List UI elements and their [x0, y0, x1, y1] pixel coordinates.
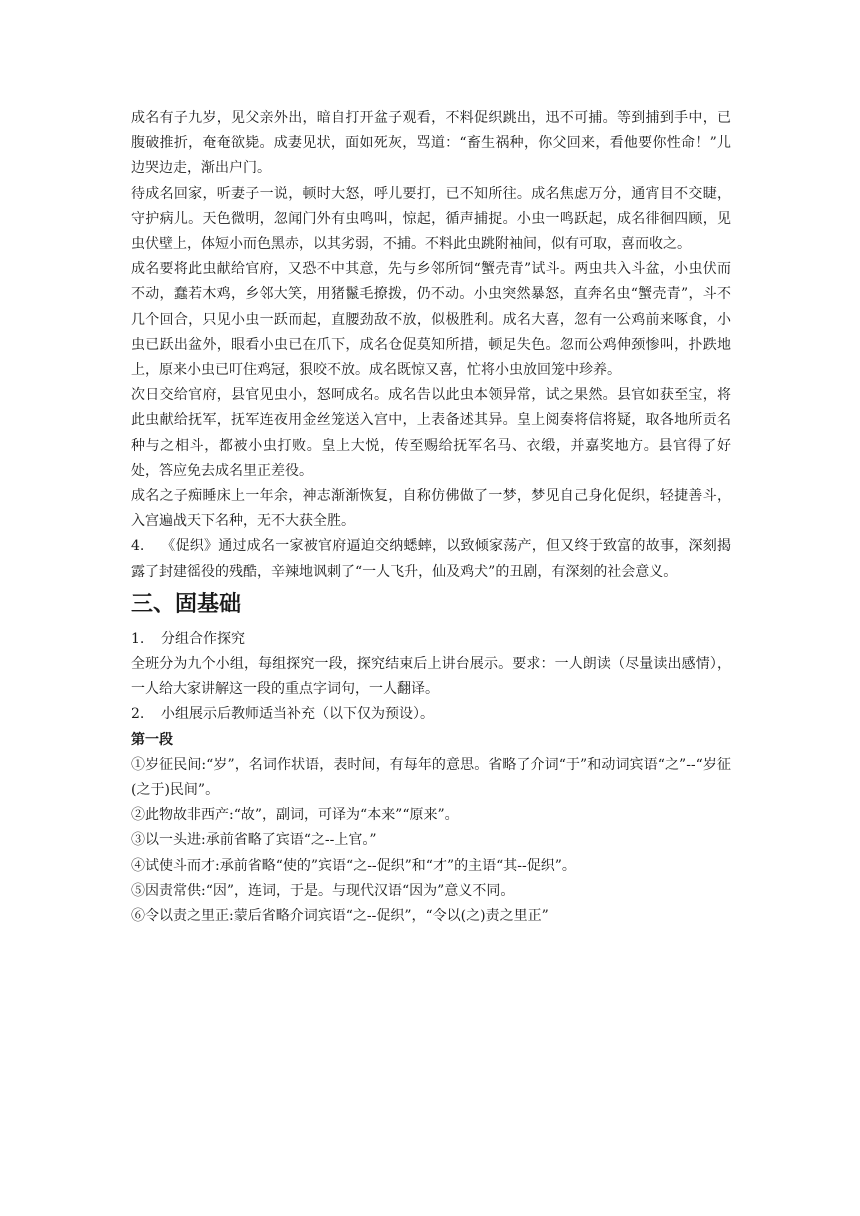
document-body	[131, 106, 731, 929]
paragraph: 成名有子九岁，见父亲外出，暗自打开盆子观看，不料促织跳出，迅不可捕。等到捕到手中，已腹破推折，奄奄欲毙。成妻见状，面如死灰，骂道：“畜生祸种，你父回来，看他要你性命！”儿边哭边走，渐出户门。	[131, 110, 731, 177]
step-number: 2.	[131, 706, 145, 723]
step-2-heading	[131, 702, 731, 727]
paragraph: 成名要将此虫献给官府，又恐不中其意，先与乡邻所饲“蟹壳青”试斗。两虫共入斗盆，小虫伏而不动，蠢若木鸡，乡邻大笑，用猪鬣毛撩拨，仍不动。小虫突然暴怒，直奔名虫“蟹壳青”，斗不几个回合，只见小虫一跃而起，直腰劲敌不放，似极胜利。成名大喜，忽有一公鸡前来啄食，小虫已跃出盆外，眼看小虫已在爪下，成名仓促莫知所措，顿足失色。忽而公鸡伸颈惨叫，扑跌地上，原来小虫已叮住鸡冠，狠咬不放。成名既惊又喜，忙将小虫放回笼中珍养。	[131, 261, 731, 379]
step-title: 分组合作探究	[161, 630, 245, 647]
note-item: ②此物故非西产:“故”，副词，可译为“本来”“原来”。	[131, 807, 459, 824]
note-item: ⑥令以责之里正:蒙后省略介词宾语“之--促织”，“令以(之)责之里正”	[131, 908, 549, 925]
subsection-heading: 第一段	[131, 731, 173, 748]
item-number: 4.	[131, 538, 145, 555]
step-1-text: 全班分为九个小组，每组探究一段，探究结束后上讲台展示。要求：一人朗读（尽量读出感情），一人给大家讲解这一段的重点字词句，一人翻译。	[131, 656, 731, 698]
paragraph: 次日交给官府，县官见虫小，怒呵成名。成名告以此虫本领异常，试之果然。县官如获至宝，将此虫献给抚军，抚军连夜用金丝笼送入宫中，上表备述其异。皇上阅奏将信将疑，取各地所贡名种与之相斗，都被小虫打败。皇上大悦，传至赐给抚军名马、衣缎，并嘉奖地方。县官得了好处，答应免去成名里正差役。	[131, 387, 731, 479]
note-item: ④试使斗而才:承前省略“使的”宾语“之--促织”和“才”的主语“其--促织”。	[131, 857, 576, 874]
item-text: 《促织》通过成名一家被官府逼迫交纳蟋蟀，以致倾家荡产，但又终于致富的故事，深刻揭露了封建徭役的残酷，辛辣地讽刺了“一人飞升，仙及鸡犬”的丑剧，有深刻的社会意义。	[131, 538, 731, 580]
note-item: ⑤因责常供:“因”，连词，于是。与现代汉语“因为”意义不同。	[131, 882, 515, 899]
note-item: ③以一头进:承前省略了宾语“之--上官。”	[131, 832, 377, 849]
step-1-heading	[131, 627, 731, 652]
numbered-item-4	[131, 534, 731, 584]
step-title: 小组展示后教师适当补充（以下仅为预设）。	[161, 706, 434, 723]
paragraph: 成名之子痴睡床上一年余，神志渐渐恢复，自称仿佛做了一梦，梦见自己身化促织，轻捷善斗，入宫遍战天下名种，无不大获全胜。	[131, 488, 731, 530]
step-number: 1.	[131, 630, 145, 647]
note-item: ①岁征民间:“岁”，名词作状语，表时间，有每年的意思。省略了介词“于”和动词宾语“之”--“岁征(之于)民间”。	[131, 756, 731, 799]
section-heading: 三、固基础	[131, 591, 242, 617]
paragraph: 待成名回家，听妻子一说，顿时大怒，呼儿要打，已不知所往。成名焦虑万分，通宵目不交睫，守护病儿。天色微明，忽闻门外有虫鸣叫，惊起，循声捕捉。小虫一鸣跃起，成名徘徊四顾，见虫伏壁上，体短小而色黑赤，以其劣弱，不捕。不料此虫跳附袖间，似有可取，喜而收之。	[131, 185, 731, 253]
